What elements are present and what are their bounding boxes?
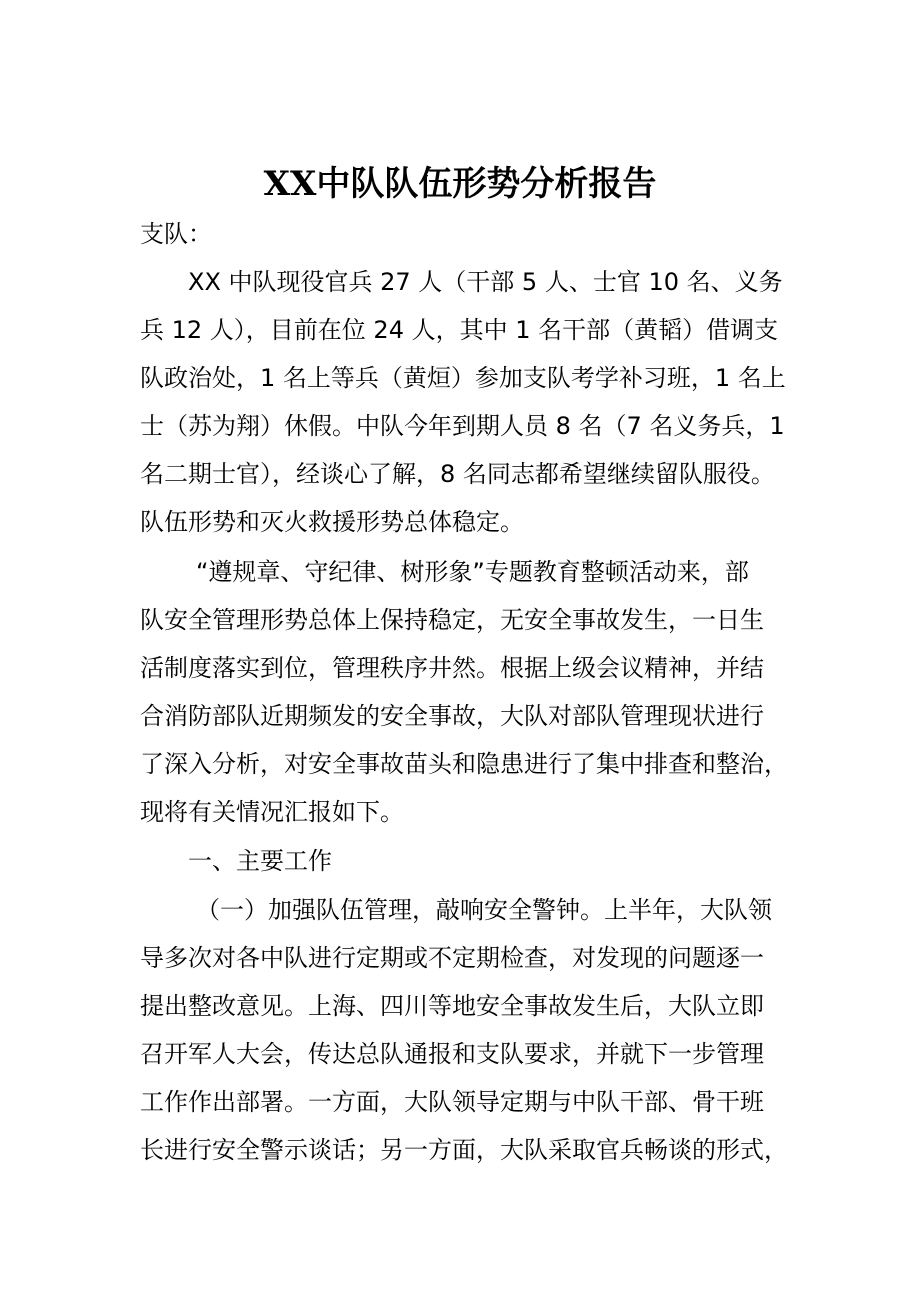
paragraph-line: 士（苏为翔）休假。中队今年到期人员 8 名（7 名义务兵，1: [140, 412, 785, 440]
paragraph-personnel: [140, 258, 790, 546]
paragraph-line: 活制度落实到位，管理秩序井然。根据上级会议精神，并结: [140, 654, 764, 682]
paragraph-line: XX 中队现役官兵 27 人（干部 5 人、士官 10 名、义务: [188, 268, 783, 296]
section-heading-main-work: [140, 837, 790, 885]
paragraph-line: 提出整改意见。上海、四川等地安全事故发生后，大队立即: [140, 992, 764, 1020]
section-heading-line: 一、主要工作: [188, 847, 332, 875]
paragraph-line: 队安全管理形势总体上保持稳定，无安全事故发生，一日生: [140, 606, 764, 634]
paragraph-line: （一）加强队伍管理，敲响安全警钟。上半年，大队领: [196, 896, 772, 924]
paragraph-team-management: [140, 886, 790, 1174]
salutation: [140, 210, 790, 258]
paragraph-line: 名二期士官），经谈心了解，8 名同志都希望继续留队服役。: [140, 460, 775, 488]
paragraph-safety-situation: [140, 548, 790, 836]
paragraph-line: 了深入分析，对安全事故苗头和隐患进行了集中排查和整治，: [140, 750, 788, 778]
paragraph-line: 工作作出部署。一方面，大队领导定期与中队干部、骨干班: [140, 1088, 764, 1116]
salutation-line: 支队：: [140, 220, 212, 248]
paragraph-line: 队政治处，1 名上等兵（黄烜）参加支队考学补习班，1 名上: [140, 364, 786, 392]
paragraph-line: “遵规章、守纪律、树形象”专题教育整顿活动来，部: [196, 558, 749, 586]
paragraph-line: 兵 12 人），目前在位 24 人，其中 1 名干部（黄韬）借调支: [140, 316, 779, 344]
document-title: XX中队队伍形势分析报告: [263, 164, 657, 204]
paragraph-line: 长进行安全警示谈话；另一方面，大队采取官兵畅谈的形式，: [140, 1136, 788, 1164]
paragraph-line: 合消防部队近期频发的安全事故，大队对部队管理现状进行: [140, 702, 764, 730]
paragraph-line: 现将有关情况汇报如下。: [140, 798, 404, 826]
paragraph-line: 导多次对各中队进行定期或不定期检查，对发现的问题逐一: [140, 944, 764, 972]
paragraph-line: 队伍形势和灭火救援形势总体稳定。: [140, 508, 524, 536]
paragraph-line: 召开军人大会，传达总队通报和支队要求，并就下一步管理: [140, 1040, 764, 1068]
